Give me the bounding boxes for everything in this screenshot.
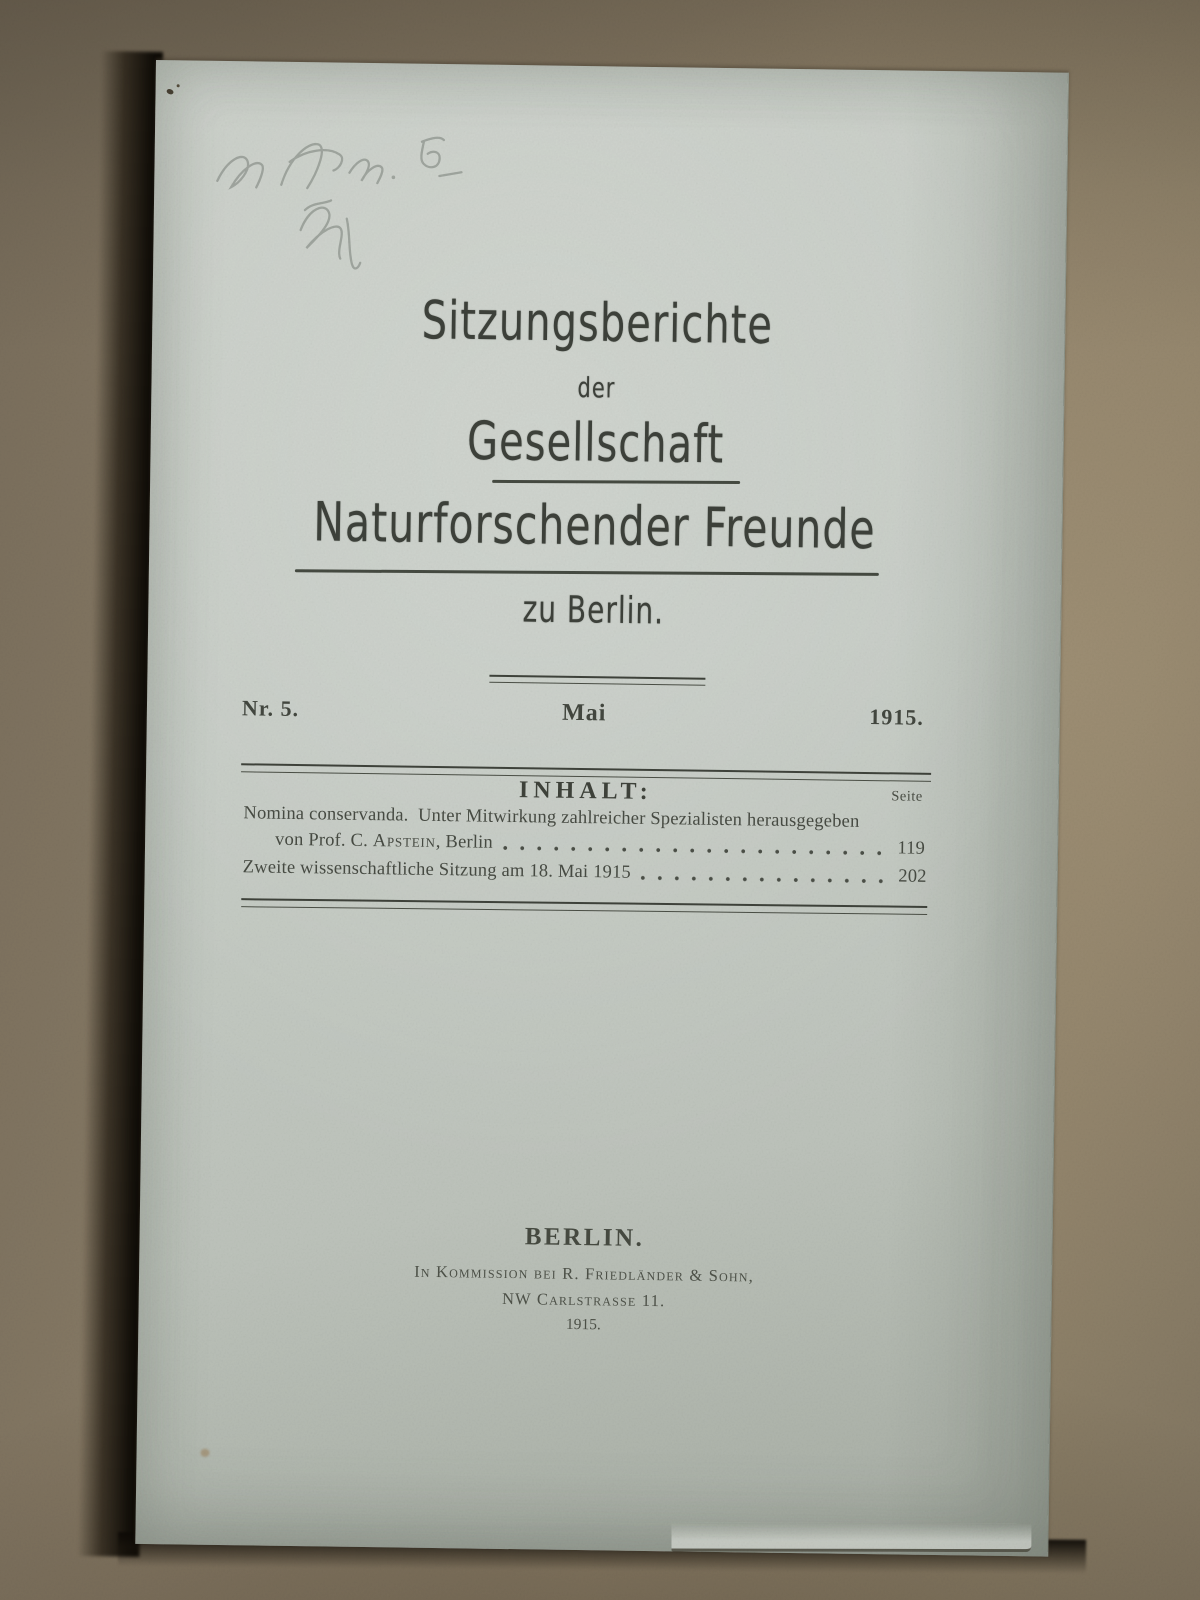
imprint-publisher: In Kommission bei R. Friedländer & Sohn, [414, 1261, 755, 1286]
masthead-title-line4: zu Berlin. [522, 587, 665, 633]
toc-page-column-label: Seite [891, 788, 923, 805]
toc-heading: INHALT: [518, 777, 653, 806]
masthead-title-line1: Sitzungsberichte [421, 290, 774, 357]
toc-entry1-continuation-pre: von Prof. C. [274, 829, 373, 852]
imprint-address: NW Carlstrasse 11. [501, 1288, 666, 1311]
bottom-right-corner-fold [671, 1523, 1031, 1553]
toc-entry1-continuation-post: , Berlin [435, 831, 494, 853]
toc-entry2-text: Zweite wissenschaftliche Sitzung am 18. Mai 1915 [242, 857, 632, 883]
toc-entry2-line [243, 857, 927, 888]
toc-entry1-line2 [275, 830, 925, 860]
toc-entry1-author: Apstein [372, 831, 436, 852]
double-rule-top [489, 675, 705, 686]
dot-leader [503, 845, 890, 857]
masthead-connector: der [577, 371, 616, 405]
rule-under-freunde [295, 569, 879, 576]
toc-entry2-page: 202 [898, 866, 927, 887]
toc-entry1-page: 119 [897, 838, 926, 859]
imprint-year: 1915. [565, 1315, 601, 1334]
issue-year: 1915. [869, 704, 925, 730]
masthead-title-line3: Naturforschender Freunde [312, 490, 877, 562]
toc-entry1-text: Nomina conservanda. Unter Mitwirkung zahlreicher Spezialisten herausgegeben [243, 803, 860, 832]
rule-under-gesellschaft [492, 480, 740, 484]
double-rule-closing [241, 898, 927, 915]
issue-month: Mai [561, 699, 607, 727]
printed-block [135, 60, 1046, 1556]
issue-number: Nr. 5. [241, 695, 300, 722]
issue-line [242, 695, 924, 732]
masthead-title-line2: Gesellschaft [466, 411, 725, 476]
dot-leader [641, 875, 890, 885]
imprint-city: BERLIN. [524, 1223, 645, 1252]
book-cover [135, 60, 1069, 1557]
